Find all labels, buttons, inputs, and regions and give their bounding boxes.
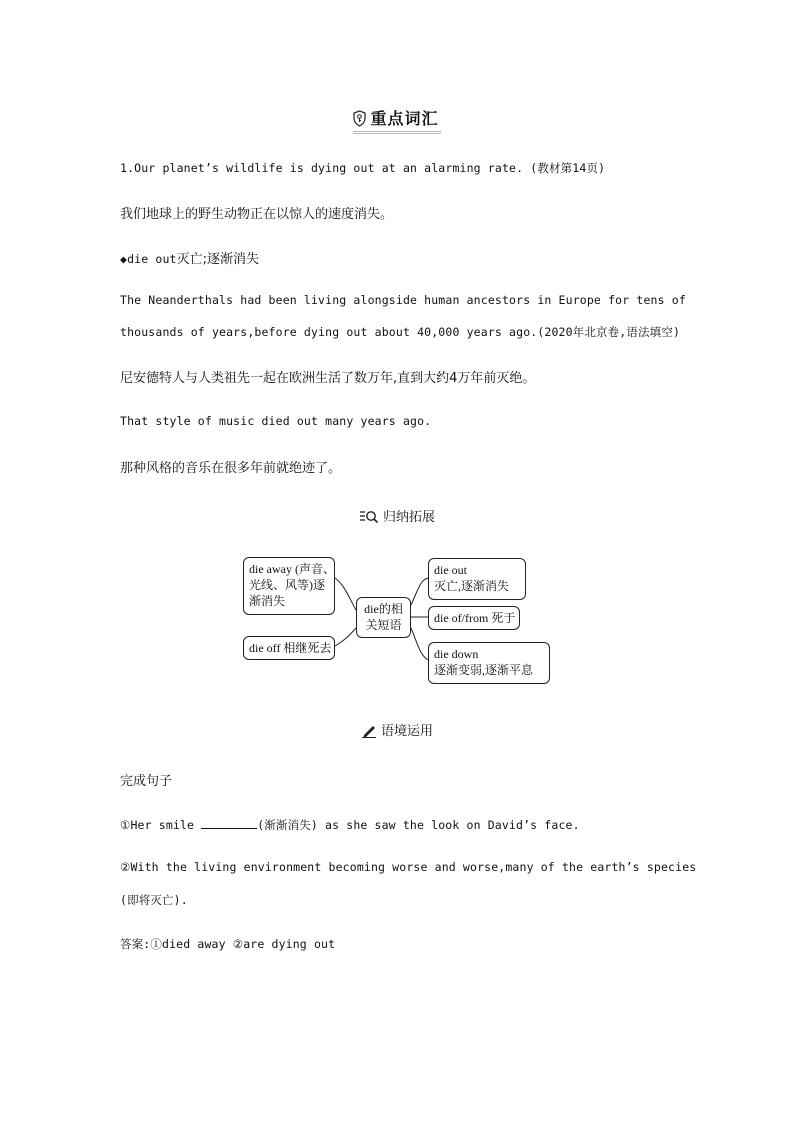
center-line2: 关短语 — [365, 618, 402, 632]
die-down-line2: 逐渐变弱,逐渐平息 — [434, 663, 534, 677]
mindmap-center — [356, 597, 411, 638]
die-away-line2: 光线、风等)逐 — [249, 578, 325, 592]
mindmap-node-die-of — [428, 606, 520, 630]
die-out-line2: 灭亡,逐渐消失 — [434, 579, 510, 593]
example1-en: 1.Our planet’s wildlife is dying out at an alarming rate. (教材第14页) — [120, 161, 606, 175]
q1-blank[interactable] — [201, 819, 257, 829]
pencil-icon — [361, 723, 377, 738]
example2-en-line2: thousands of years,before dying out about 40,000 years ago.(2020年北京卷,语法填空) — [120, 325, 681, 339]
phrase-term: ◆die out — [120, 252, 177, 266]
die-down-line1: die down — [434, 647, 479, 661]
example1-cn: 我们地球上的野生动物正在以惊人的速度消失。 — [120, 207, 394, 222]
section-title-text: 重点词汇 — [370, 109, 439, 128]
q2-line1: ②With the living environment becoming worse and worse,many of the earth’s species — [120, 860, 697, 874]
mindmap-node-die-away — [243, 557, 335, 615]
die-away-line3: 渐消失 — [249, 594, 286, 608]
die-off-text: die off 相继死去 — [249, 641, 332, 655]
answer-line: 答案:①died away ②are dying out — [120, 937, 336, 951]
mindmap-node-die-off — [243, 636, 335, 660]
example3-en: That style of music died out many years ago. — [120, 414, 432, 428]
task-label: 完成句子 — [120, 774, 173, 789]
mindmap-node-die-down — [428, 642, 550, 684]
summary-heading-text: 归纳拓展 — [382, 510, 435, 525]
q1-before: ①Her smile — [120, 818, 202, 832]
die-of-text: die of/from 死于 — [434, 611, 516, 625]
example2-cn: 尼安德特人与人类祖先一起在欧洲生活了数万年,直到大约4万年前灭绝。 — [120, 371, 536, 386]
die-away-line1: die away (声音、 — [249, 562, 335, 576]
question-1 — [120, 816, 580, 834]
mindmap-node-die-out — [428, 558, 526, 600]
phrase-meaning: 灭亡;逐渐消失 — [176, 252, 259, 267]
q1-after: (渐渐消失) as she saw the look on David’s face. — [257, 818, 580, 832]
example3-cn: 那种风格的音乐在很多年前就绝迹了。 — [120, 461, 342, 476]
q2-line2: (即将灭亡). — [120, 893, 188, 907]
center-line1: die的相 — [364, 602, 403, 616]
example2-en-line1: The Neanderthals had been living alongside human ancestors in Europe for tens of — [120, 293, 686, 307]
context-heading — [0, 720, 794, 739]
context-heading-text: 语境运用 — [380, 724, 433, 739]
die-out-line1: die out — [434, 563, 467, 577]
